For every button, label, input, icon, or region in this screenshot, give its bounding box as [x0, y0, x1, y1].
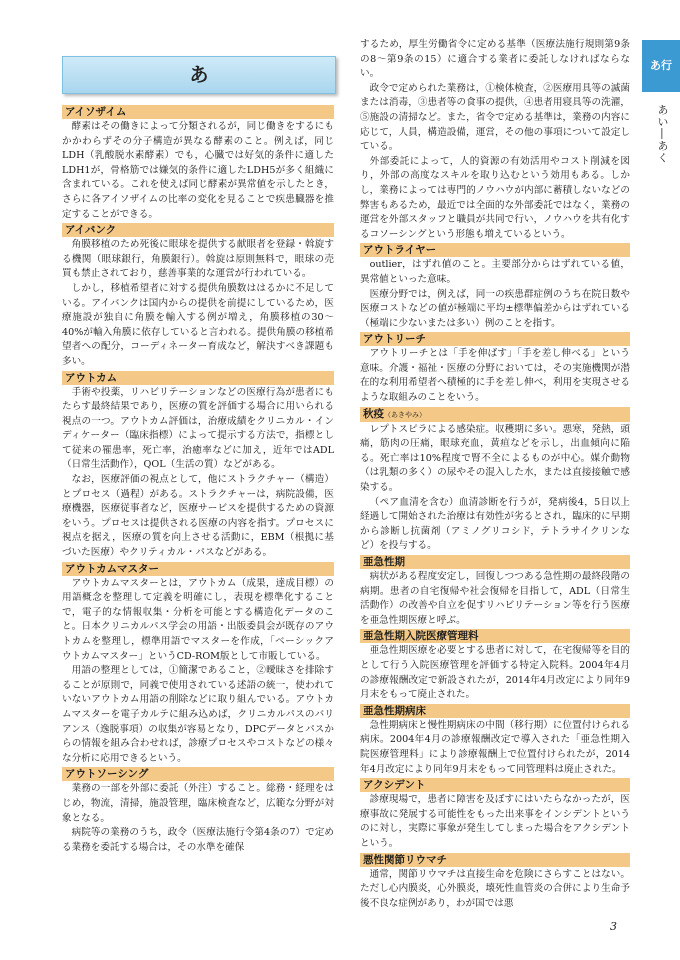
glossary-term-label: アウトソーシング — [65, 768, 149, 781]
glossary-term-label: アイバンク — [65, 224, 117, 237]
index-range-label: あい―あく — [656, 104, 669, 164]
glossary-entry — [360, 243, 630, 331]
glossary-term — [360, 243, 630, 257]
glossary-term-label: 秋疫 — [363, 407, 384, 420]
glossary-entry — [360, 407, 630, 554]
glossary-term — [62, 562, 334, 576]
glossary-entry — [62, 767, 334, 855]
glossary-definition: 業務の一部を外部に委託（外注）すること。総務・経理をはじめ，物流，清掃，施設管理，臨床検査など，広範な分野が対象となる。 — [62, 783, 334, 824]
glossary-term-label: 亜急性期 — [363, 556, 405, 568]
section-heading: あ — [62, 56, 336, 94]
glossary-entry — [360, 778, 630, 851]
glossary-definition: 急性期病床と慢性期病床の中間（移行期）に位置付けられる病床。2004年4月の診療報酬改定で導入された「亜急性期入院医療管理料」により診療報酬上で位置付けられたが，2014年4月改定により同年9月末をもって同管理料は廃止された。 — [360, 719, 630, 775]
glossary-term-label: 亜急性期病床 — [363, 704, 426, 717]
glossary-definition: 外部委託によって，人的資源の有効活用やコスト削減を図り，外部の高度なスキルを取り込むという効用もある。しかし，業務によっては専門的ノウハウが内部に蓄積しないなどの弊害もあるため，最近では全面的な外部委託ではなく，業務の運営を外部スタッフと職員が共同で行い，ノウハウを共有化するコソーシングという形態も増えているという。 — [360, 155, 630, 240]
glossary-term-label: 亜急性期入院医療管理料 — [363, 630, 479, 643]
glossary-definition: するため，厚生労働省令に定める基準（医療法施行規則第9条の8～第9条の15）に適合する業者に委託しなければならない。 — [360, 39, 630, 80]
glossary-term — [360, 853, 630, 867]
glossary-term — [360, 629, 630, 643]
glossary-definition: しかし，移植希望者に対する提供角膜数ははるかに不足している。アイバンクは国内からの提供を前提にしているため，医療施設が独自に角膜を輸入する例が増え，角膜移植の30～40%が輸入角膜に依存していると言われる。提供角膜の移植希望者への配分，コーディネーター育成など，解決すべき課題も多い。 — [62, 282, 334, 367]
glossary-term — [360, 332, 630, 346]
glossary-term — [360, 778, 630, 792]
glossary-entry — [62, 371, 334, 561]
glossary-definition: outlier，はずれ値のこと。主要部分からはずれている値，異常値といった意味。 — [360, 259, 630, 285]
glossary-definition: 用語の整理としては，①簡潔であること，②曖昧さを排除することが原則で，同義で使用されている述語の統一，使われていないアウトカム用語の削除などに取り組んでいる。アウトカムマスターを電子カルテに組み込めば，クリニカルパスのバリアンス（逸脱事項）の収集が容易となり，DPCデータとパスからの情報を組み合わせれば，診療プロセスやコストなどの様々な分析に応用できるという。 — [62, 665, 334, 764]
glossary-term — [360, 555, 630, 569]
glossary-term-reading: （あきやみ） — [384, 410, 426, 419]
glossary-term-label: アクシデント — [363, 779, 426, 792]
glossary-term-label: アウトリーチ — [363, 333, 426, 346]
glossary-definition: 酵素はその働きによって分類されるが，同じ働きをするにもかかわらずその分子構造が異なる酵素のこと。例えば，同じLDH（乳酸脱水素酵素）でも，心臓では好気的条件に適したLDH1が，骨格筋では嫌気的条件に適したLDH5が多く組織に含まれている。これを使えば同じ酵素が異常値を示したとき，さらに各アイソザイムの比率の変化を見ることで疾患臓器を推定することができる。 — [62, 121, 334, 220]
glossary-term — [62, 223, 334, 237]
glossary-entry — [360, 853, 630, 912]
glossary-term-label: アウトライヤー — [363, 244, 437, 257]
glossary-term — [62, 767, 334, 781]
glossary-definition: なお，医療評価の視点として，他にストラクチャー（構造）とプロセス（過程）がある。ストラクチャーは，病院設備，医療機器，医療従事者など，医療サービスを提供するための資源をいう。プロセスは提供される医療の内容を指す。プロセスに視点を据え，医療の質を向上させる活動に，EBM（根拠に基づいた医療）やクリティカル・パスなどがある。 — [62, 474, 334, 559]
glossary-entry — [360, 555, 630, 628]
glossary-entry — [62, 223, 334, 369]
glossary-definition: 病状がある程度安定し，回復しつつある急性期の最終段階の病期。患者の自宅復帰や社会復帰を目指して，ADL（日常生活動作）の改善や自立を促すリハビリテーション等を行う医療を亜急性期医療と呼ぶ。 — [360, 571, 630, 626]
index-tab[interactable]: あ行 — [642, 40, 680, 92]
glossary-definition: 亜急性期医療を必要とする患者に対して，在宅復帰等を目的として行う入院医療管理を評価する特定入院料。2004年4月の診療報酬改定で新設されたが，2014年4月改定により同年9月末をもって廃止された。 — [360, 645, 630, 701]
glossary-definition: 角膜移植のため死後に眼球を提供する献眼者を登録・斡旋する機関（眼球銀行，角膜銀行）。斡旋は原則無料で，眼球の売買も禁止されており，慈善事業的な運営が行われている。 — [62, 239, 334, 280]
glossary-definition: 通常，関節リウマチは直接生命を危険にさらすことはない。ただし心内膜炎，心外膜炎，壊死性血管炎の合併により生命予後不良な症例があり，わが国では悪 — [360, 868, 630, 909]
glossary-definition: 医療分野では，例えば，同一の疾患群症例のうち在院日数や医療コストなどの値が極端に平均±標準偏差からはずれている（極端に少ないまたは多い）例のことを指す。 — [360, 288, 630, 329]
glossary-definition: アウトカムマスターとは，アウトカム（成果，達成目標）の用語概念を整理して定義を明確にし，表現を標準化することで，電子的な情報収集・分析を可能とする構造化データのこと。日本クリニカルパス学会の用語・出版委員会が既存のアウトカムを整理し，標準用語でマスターを作成，「ベーシックアウトカムマスター」というCD-ROM版として市販している。 — [62, 577, 334, 662]
glossary-definition: アウトリーチとは「手を伸ばす」「手を差し伸べる」という意味。介護・福祉・医療の分野においては，その実施機関が潜在的な利用希望者へ積極的に手を差し伸べ，利用を実現させるような取組みのことをいう。 — [360, 348, 630, 404]
page-number: 3 — [610, 920, 617, 933]
glossary-entry — [62, 105, 334, 222]
glossary-definition: （ペア血清を含む）血清診断を行うが，発病後4，5日以上経過して開始された治療は有効性が劣るとされ，臨床的に早期から診断し抗菌剤（アミノグリコシド，テトラサイクリンなど）を投与する。 — [360, 496, 630, 552]
glossary-definition: 診療現場で，患者に障害を及ぼすにはいたらなかったが，医療事故に発展する可能性をもった出来事をインシデントというのに対し，実際に事象が発生してしまった場合をアクシデントという。 — [360, 794, 630, 849]
glossary-term — [360, 407, 630, 422]
glossary-entry — [360, 704, 630, 777]
glossary-definition: 政令で定められた業務は，①検体検査，②医療用具等の滅菌または消毒，③患者等の食事の提供，④患者用寝具等の洗濯，⑤施設の清掃など。また，省令で定める基準は，業務の内容に応じて，人員，構造設備，運営，その他の事項について設定している。 — [360, 82, 630, 153]
glossary-term — [62, 105, 334, 119]
glossary-entry — [62, 562, 334, 767]
glossary-term-label: 悪性関節リウマチ — [363, 853, 447, 866]
right-column — [360, 38, 630, 911]
glossary-term — [360, 704, 630, 718]
glossary-term-label: アウトカムマスター — [65, 562, 159, 575]
glossary-term-label: アウトカム — [65, 371, 118, 384]
glossary-entry — [360, 332, 630, 405]
glossary-entry — [360, 38, 630, 242]
glossary-definition: レプトスピラによる感染症。収穫期に多い。悪寒，発熱，頭痛，筋肉の圧痛，眼球充血，黄疸などを示し，出血傾向に陥る。死亡率は10%程度で腎不全によるものが中心。媒介動物（は乳類の多く）の尿やその混入した水，または直接接触で感染する。 — [360, 423, 630, 494]
glossary-term — [62, 371, 334, 385]
left-column — [62, 104, 334, 855]
glossary-entry — [360, 629, 630, 702]
glossary-definition: 病院等の業務のうち，政令（医療法施行令第4条の7）で定める業務を委託する場合は，その水準を確保 — [62, 827, 334, 853]
glossary-term-label: アイソザイム — [65, 106, 127, 118]
glossary-definition: 手術や投薬，リハビリテーションなどの医療行為が患者にもたらす最終結果であり，医療の質を評価する場合に用いられる視点の一つ。アウトカム評価は，治療成績をクリニカル・インディケーター（臨床指標）によって提示する方法で，指標として従来の罹患率，死亡率，治癒率などに加え，近年ではADL（日常生活動作），QOL（生活の質）などがある。 — [62, 386, 334, 471]
